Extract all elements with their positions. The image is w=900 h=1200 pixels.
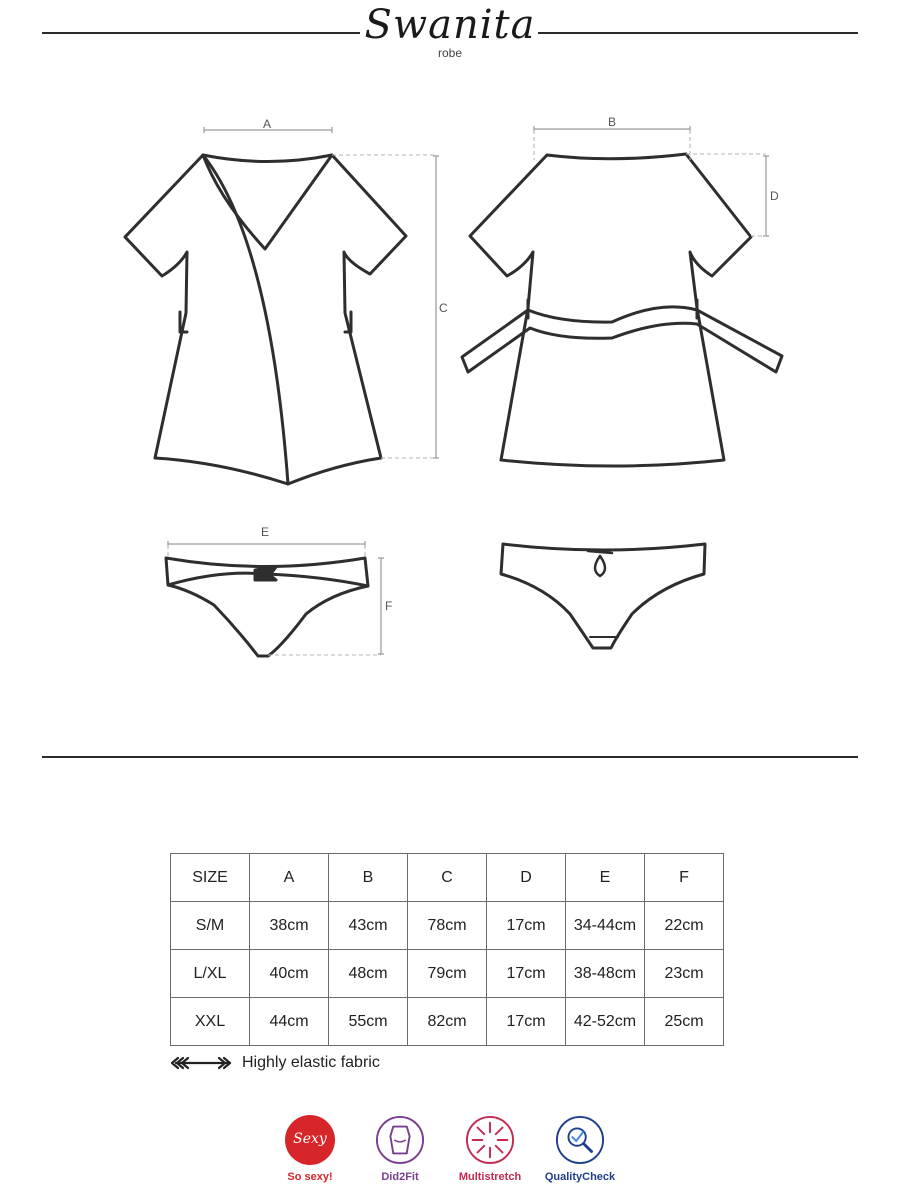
table-cell: 44cm: [250, 998, 329, 1046]
dimension-label-f: F: [385, 599, 393, 613]
table-cell: 17cm: [487, 998, 566, 1046]
section-divider: [42, 756, 858, 758]
table-cell: 42-52cm: [566, 998, 645, 1046]
dimension-label-a: A: [263, 117, 272, 131]
table-cell: 40cm: [250, 950, 329, 998]
table-cell: 78cm: [408, 902, 487, 950]
header-cell: A: [250, 854, 329, 902]
badge-label: QualityCheck: [544, 1171, 616, 1183]
badge-label: So sexy!: [287, 1171, 333, 1183]
table-cell: 23cm: [645, 950, 724, 998]
robe-front-drawing: [125, 155, 406, 484]
table-cell: 34-44cm: [566, 902, 645, 950]
badge-label: Did2Fit: [381, 1171, 419, 1183]
size-table: [170, 853, 724, 1046]
table-row: [171, 902, 724, 950]
multistretch-icon: [465, 1115, 515, 1165]
table-row: [171, 998, 724, 1046]
qualitycheck-icon: [555, 1115, 605, 1165]
table-cell: 43cm: [329, 902, 408, 950]
table-cell: L/XL: [171, 950, 250, 998]
badge-qualitycheck: [540, 1115, 620, 1183]
sexy-icon: [285, 1115, 335, 1165]
header-cell: D: [487, 854, 566, 902]
table-cell: 38cm: [250, 902, 329, 950]
table-cell: 17cm: [487, 902, 566, 950]
table-cell: 22cm: [645, 902, 724, 950]
table-header-row: [171, 854, 724, 902]
table-cell: S/M: [171, 902, 250, 950]
brief-back-drawing: [501, 544, 705, 648]
table-cell: 48cm: [329, 950, 408, 998]
badge-did2fit: [360, 1115, 440, 1183]
header-cell: SIZE: [171, 854, 250, 902]
elastic-legend-text: Highly elastic fabric: [242, 1054, 380, 1071]
double-arrow-icon: [170, 1055, 234, 1071]
table-cell: XXL: [171, 998, 250, 1046]
table-cell: 55cm: [329, 998, 408, 1046]
table-row: [171, 950, 724, 998]
header-cell: B: [329, 854, 408, 902]
robe-back-drawing: [462, 154, 782, 466]
table-cell: 17cm: [487, 950, 566, 998]
dimension-label-d: D: [770, 189, 779, 203]
dimension-label-c: C: [439, 301, 448, 315]
dimension-label-b: B: [608, 115, 617, 129]
dimension-label-e: E: [261, 525, 270, 539]
did2fit-icon: [375, 1115, 425, 1165]
header-cell: E: [566, 854, 645, 902]
elastic-legend: [170, 1052, 380, 1074]
header-cell: C: [408, 854, 487, 902]
badge-so-sexy: [270, 1115, 350, 1183]
brand-title: Swanita: [364, 2, 536, 48]
badge-multistretch: [450, 1115, 530, 1183]
brief-front-drawing: [166, 558, 368, 656]
table-cell: 82cm: [408, 998, 487, 1046]
feature-badges: [270, 1115, 640, 1195]
header-cell: F: [645, 854, 724, 902]
table-cell: 25cm: [645, 998, 724, 1046]
brand-subtitle: robe: [437, 46, 463, 60]
badge-label: Multistretch: [458, 1171, 522, 1183]
table-cell: 38-48cm: [566, 950, 645, 998]
table-cell: 79cm: [408, 950, 487, 998]
sexy-icon-text: Sexy: [293, 1131, 327, 1147]
